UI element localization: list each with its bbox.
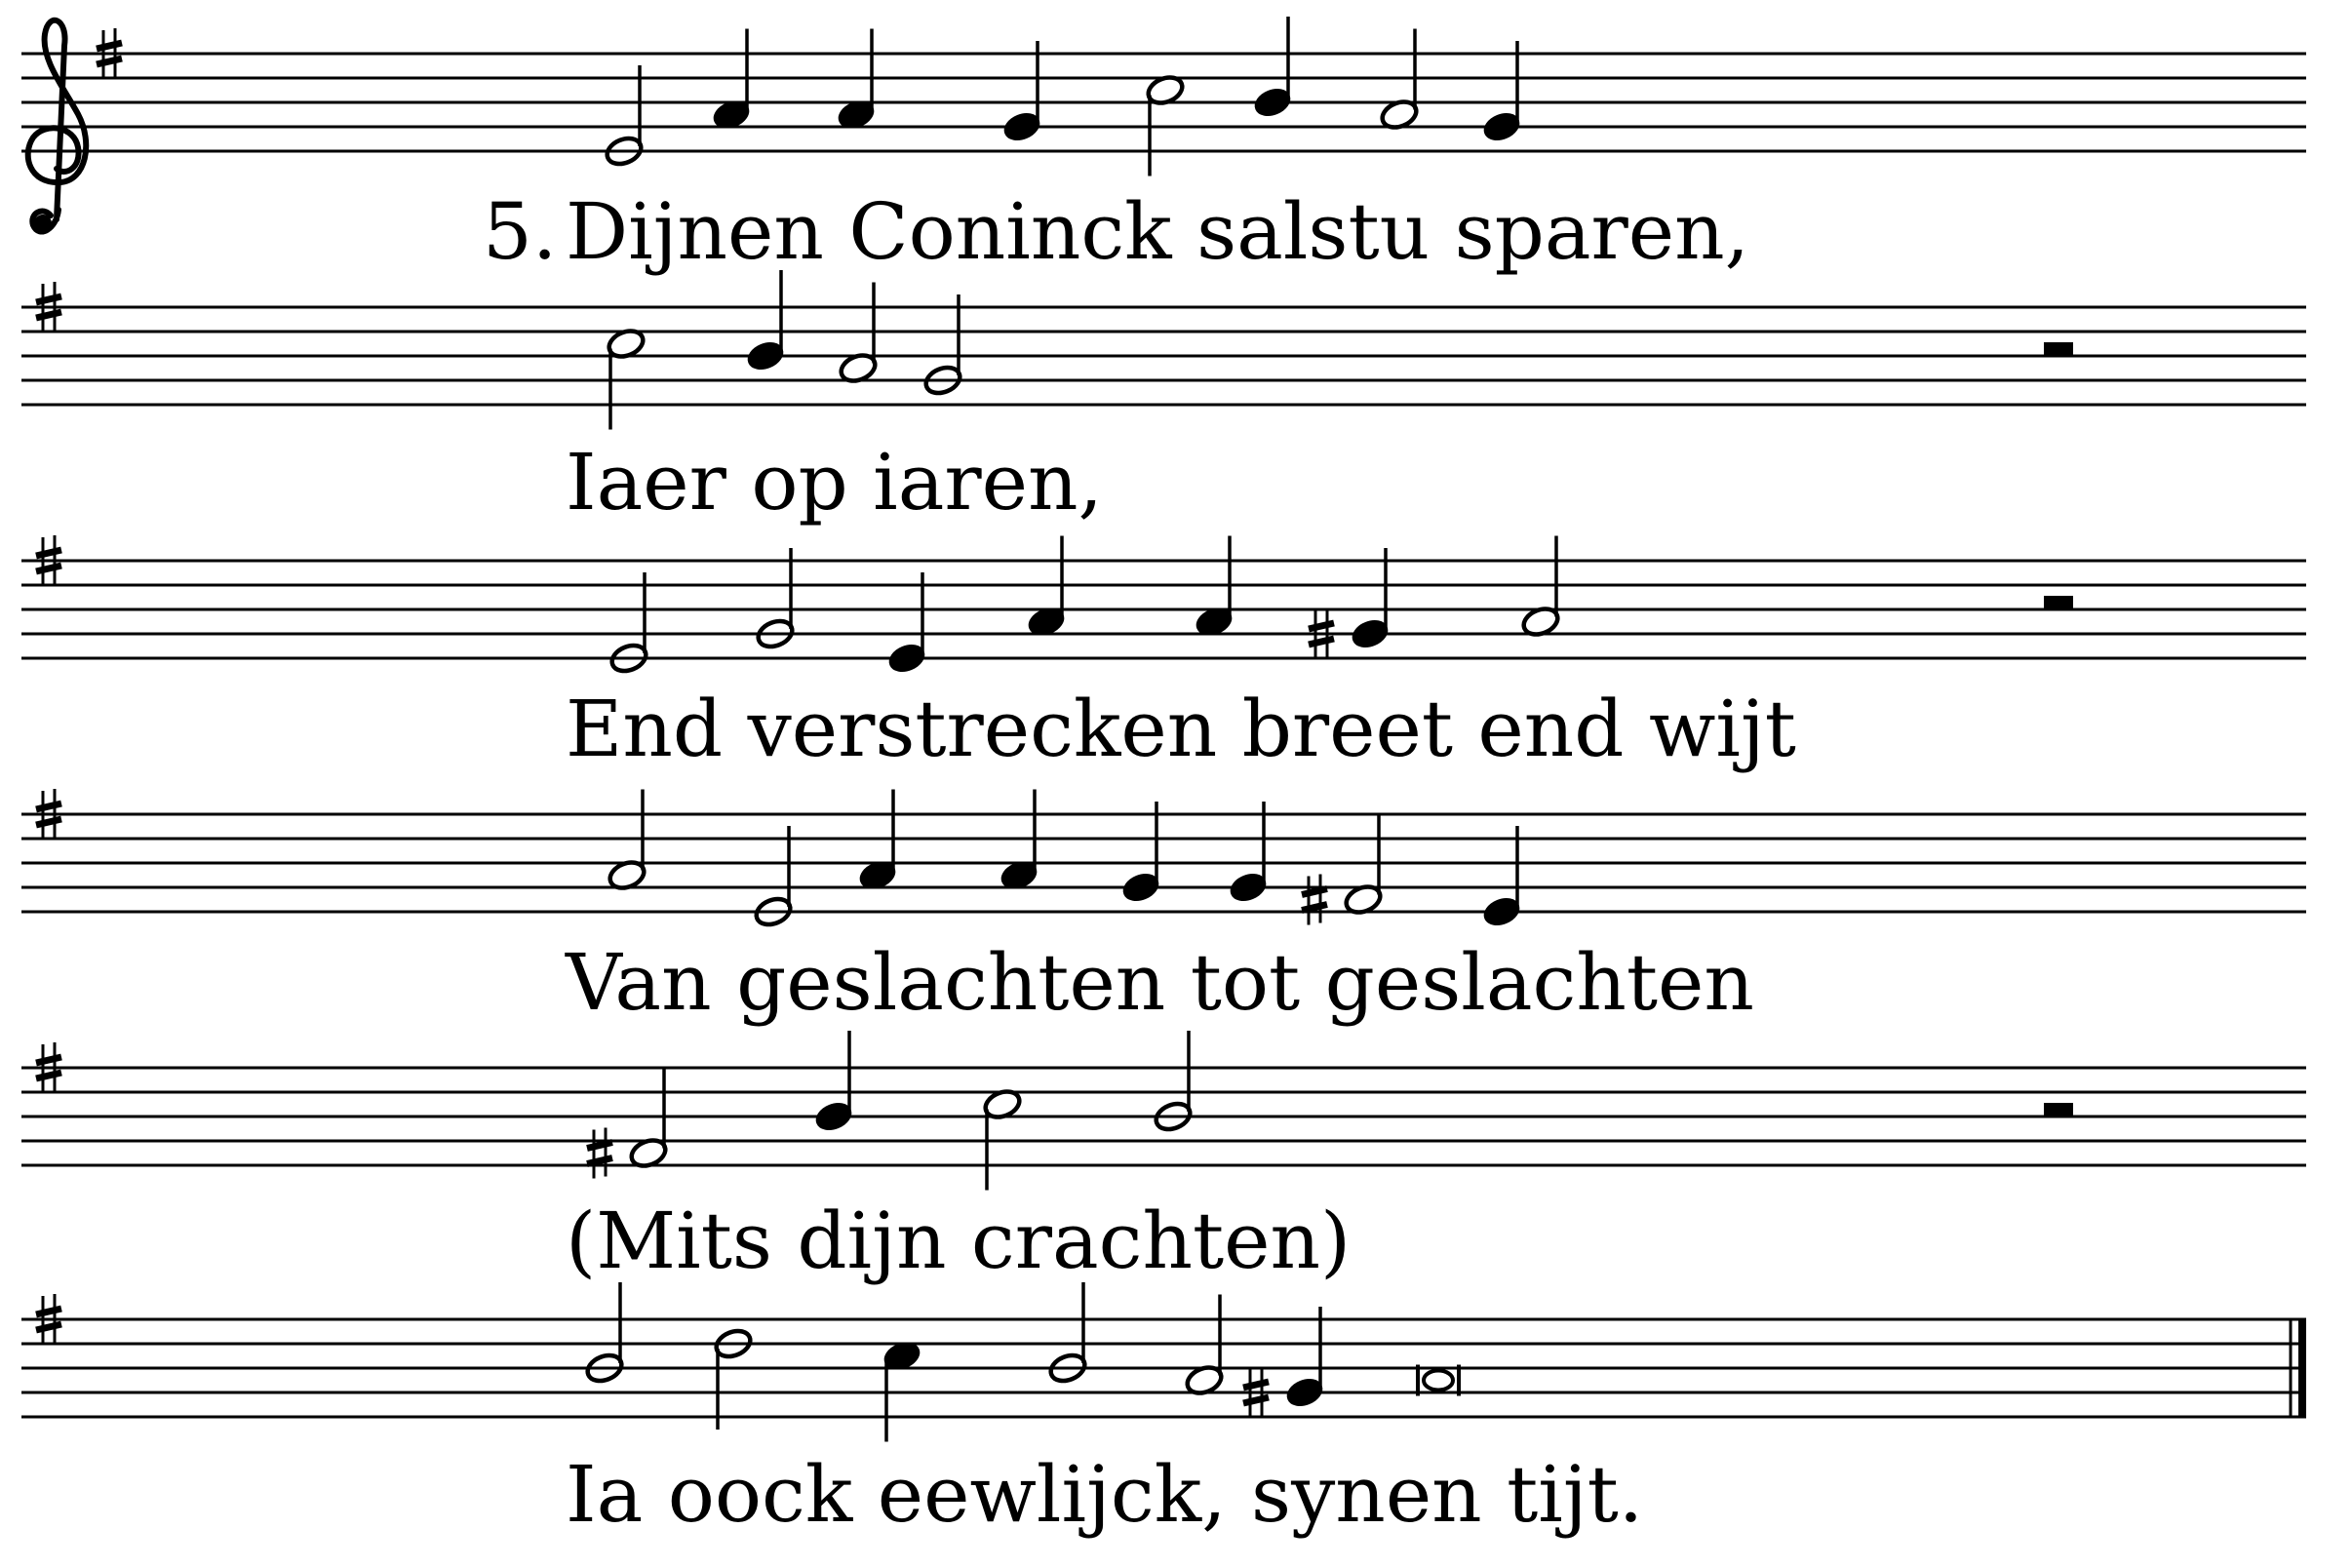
rest — [2044, 1103, 2073, 1117]
note — [1228, 802, 1269, 905]
note — [1194, 536, 1235, 640]
note — [982, 1087, 1023, 1191]
note — [1145, 73, 1186, 176]
staff-lines — [21, 814, 2306, 912]
note — [1309, 548, 1391, 659]
note — [1252, 17, 1293, 120]
lyric-line: Dijnen Coninck salstu sparen, — [566, 186, 1750, 277]
staff-system — [21, 17, 2306, 277]
lyric-line: Van geslachten tot geslachten — [566, 937, 1754, 1028]
note — [1184, 1295, 1225, 1398]
rest — [2044, 596, 2073, 609]
note — [1481, 41, 1522, 144]
staff-system — [21, 789, 2306, 1028]
note — [584, 1282, 625, 1386]
note — [711, 29, 752, 133]
note — [604, 65, 645, 169]
note — [1047, 1282, 1088, 1386]
note — [1001, 41, 1042, 144]
note — [607, 790, 647, 893]
staff-lines — [21, 1319, 2306, 1417]
note — [1520, 536, 1561, 640]
note — [606, 327, 647, 430]
note — [922, 294, 963, 398]
note — [1243, 1307, 1325, 1418]
note — [587, 1068, 669, 1179]
note — [1379, 29, 1420, 133]
sharp-icon — [1302, 875, 1327, 925]
lyric-line: (Mits dijn crachten) — [566, 1196, 1352, 1286]
lyric-line: End verstrecken breet end wijt — [566, 684, 1796, 774]
note — [838, 283, 879, 386]
note — [1302, 814, 1384, 925]
staff-system — [21, 1031, 2306, 1286]
note — [713, 1326, 754, 1430]
staff-system — [21, 270, 2306, 528]
staff-lines — [21, 561, 2306, 658]
note — [608, 572, 649, 676]
note — [813, 1031, 854, 1134]
note — [886, 572, 927, 676]
note — [999, 790, 1039, 893]
note — [836, 29, 877, 133]
note — [745, 270, 786, 373]
rest — [2044, 342, 2073, 356]
staff-system — [21, 1282, 2306, 1540]
note — [1120, 802, 1161, 905]
note — [753, 826, 794, 929]
lyric-line: Iaer op iaren, — [566, 437, 1103, 528]
staff-lines — [21, 307, 2306, 405]
note — [882, 1339, 922, 1442]
note — [1026, 536, 1067, 640]
note — [1153, 1031, 1194, 1134]
note — [755, 548, 796, 651]
verse-number: 5. — [483, 186, 558, 277]
note — [1481, 826, 1522, 929]
staff-lines — [21, 1068, 2306, 1165]
staff-system — [21, 535, 2306, 774]
lyric-line: Ia oock eewlijck, synen tijt. — [566, 1449, 1644, 1540]
note — [857, 790, 898, 893]
sharp-icon — [587, 1128, 612, 1179]
